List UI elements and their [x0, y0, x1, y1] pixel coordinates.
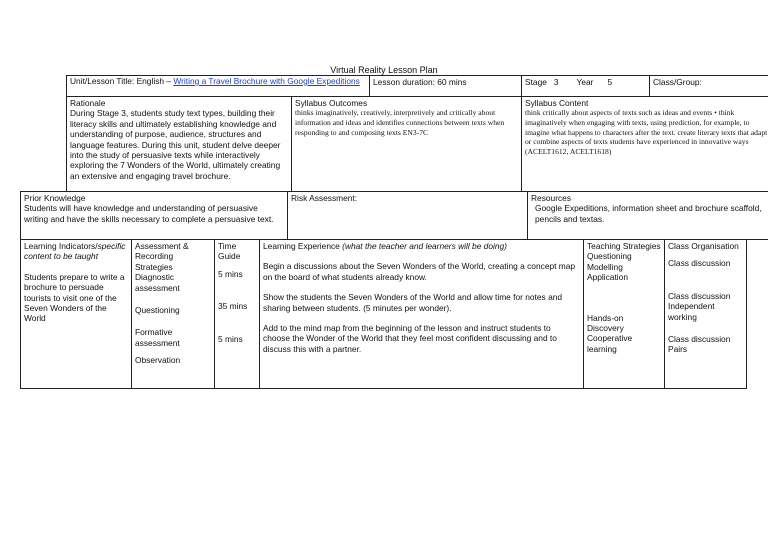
year-label: Year [576, 77, 594, 87]
resources-text: Google Expeditions, information sheet and brochure scaffold, pencils and textas. [535, 203, 762, 224]
unit-title-cell [67, 76, 370, 97]
syllabus-outcomes-heading: Syllabus Outcomes [295, 98, 368, 108]
unit-title-prefix: Unit/Lesson Title: English – [70, 76, 174, 86]
stage-label: Stage [525, 77, 547, 87]
rationale-cell [67, 97, 292, 192]
syllabus-outcomes-cell [292, 97, 522, 192]
time-item: 5 mins [218, 268, 243, 279]
assessment-heading: Assessment & Recording Strategies [135, 241, 189, 272]
teaching-strategy: Modelling [587, 261, 623, 272]
learning-experience-heading: Learning Experience (what the teacher and learners will be doing) [263, 241, 507, 251]
stage-year-cell [522, 76, 650, 97]
teaching-strategies-heading: Teaching Strategies [587, 241, 661, 251]
syllabus-content-text: think critically about aspects of texts such as ideas and events • think imaginatively when engaging with texts, using prediction, for example, to imagine what happens to characters after the text. create literary texts that adapt or combine aspects of texts students have experienced in innovative ways (ACELT1612, ACELT1618) [525, 108, 768, 156]
assessment-item: Questioning [135, 305, 180, 316]
assessment-item: Diagnostic assessment [135, 272, 180, 293]
rationale-text: During Stage 3, students study text types, building their literacy skills and ultimately establishing knowledge and understanding of purpose, audience, structures and language features. During this unit, student delve deeper into the study of persuasive texts while interactively exploring the 7 Wonders of the World, ultimately creating an extensive and engaging travel brochure. [70, 108, 281, 181]
lesson-header-table [66, 75, 768, 192]
organisation-item: Class discussion [668, 334, 731, 345]
experience-step: Show the students the Seven Wonders of the World and allow time for notes and sharing between students. (5 minutes per wonder). [263, 292, 563, 313]
document-title: Virtual Reality Lesson Plan [330, 65, 438, 75]
class-group: Class/Group: [650, 76, 768, 97]
assessment-item: Observation [135, 355, 181, 366]
syllabus-content-cell [522, 97, 768, 192]
teaching-strategy: Hands-on [587, 312, 624, 323]
assessment-cell [132, 240, 215, 389]
class-organisation-cell [665, 240, 747, 389]
stage-value: 3 [553, 77, 559, 87]
year-value: 5 [607, 77, 613, 87]
resources-heading: Resources [531, 193, 572, 203]
learning-indicators-heading: Learning Indicators/specific content to be taught [24, 241, 126, 262]
assessment-item: Formative assessment [135, 327, 180, 348]
class-organisation-heading: Class Organisation [668, 241, 739, 251]
prior-knowledge-text: Students will have knowledge and understanding of persuasive writing and have the skills necessary to complete a persuasive text. [24, 203, 274, 224]
experience-step: Add to the mind map from the beginning of the lesson and instruct students to choose the Wonder of the World that they feel most confident discussing and to discuss this with a partner. [263, 323, 557, 354]
teaching-strategies-cell [584, 240, 665, 389]
prior-knowledge-heading: Prior Knowledge [24, 193, 86, 203]
learning-indicators-cell [21, 240, 132, 389]
rationale-heading: Rationale [70, 98, 106, 108]
resources-cell [528, 192, 768, 240]
time-guide-heading: Time Guide [218, 241, 241, 262]
context-table [20, 191, 768, 240]
teaching-strategy: Discovery [587, 323, 624, 334]
experience-step: Begin a discussions about the Seven Wonders of the World, creating a concept map on the board of what students already know. [263, 261, 576, 282]
organisation-item: Class discussion [668, 290, 731, 301]
time-item: 5 mins [218, 333, 243, 344]
syllabus-content-heading: Syllabus Content [525, 98, 589, 108]
time-item: 35 mins [218, 301, 248, 312]
risk-assessment-heading: Risk Assessment: [291, 193, 358, 203]
risk-assessment-cell [288, 192, 528, 240]
syllabus-outcomes-text: thinks imaginatively, creatively, interpretively and critically about information and ideas and identifies connections between texts when responding to and composing texts EN3-7C [295, 108, 505, 137]
learning-indicators-text: Students prepare to write a brochure to persuade tourists to visit one of the Seven Wonders of the World [24, 271, 125, 324]
teaching-strategy: Questioning [587, 251, 632, 262]
learning-experience-cell [260, 240, 584, 389]
teaching-strategy: Application [587, 272, 628, 283]
organisation-item: Pairs [668, 344, 688, 355]
unit-title-link[interactable]: Writing a Travel Brochure with Google Expeditions [173, 76, 360, 86]
organisation-item: Independent working [668, 301, 715, 322]
organisation-item: Class discussion [668, 258, 731, 269]
learning-plan-table [20, 239, 747, 389]
prior-knowledge-cell [21, 192, 288, 240]
teaching-strategy: Cooperative learning [587, 333, 633, 354]
time-guide-cell [215, 240, 260, 389]
lesson-duration: Lesson duration: 60 mins [370, 76, 522, 97]
